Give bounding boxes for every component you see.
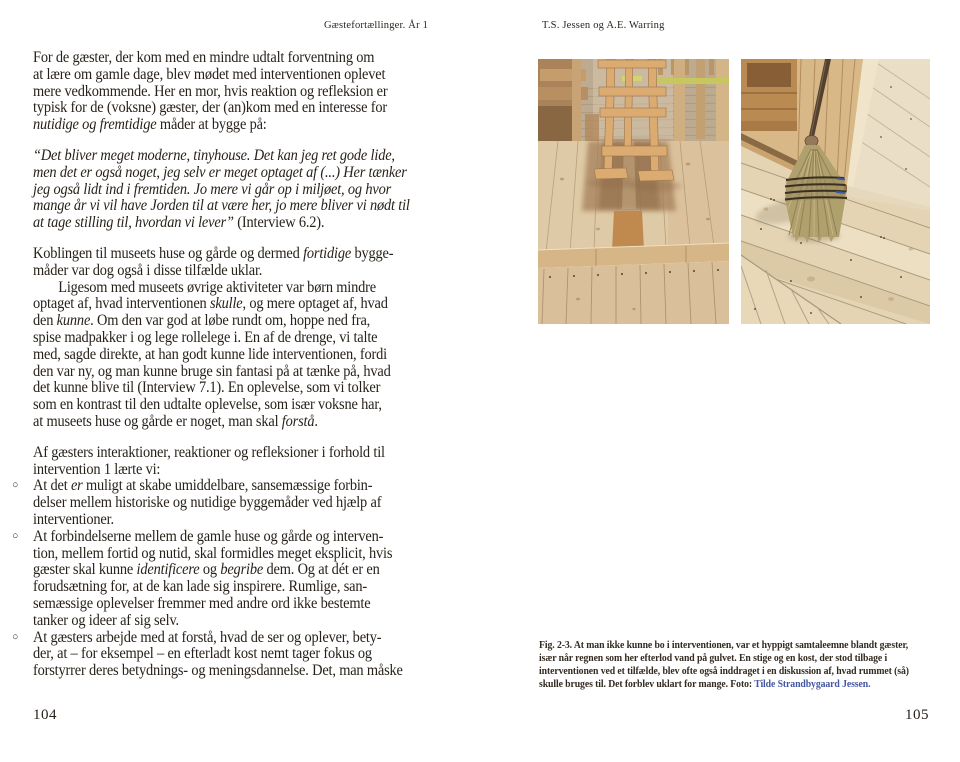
photo-broom	[741, 59, 930, 324]
bullet-marker: ○	[12, 479, 19, 492]
text-line: den kunne. Om den var god at løbe rundt om, hoppe ned fra,	[33, 312, 371, 330]
paragraph	[33, 148, 501, 232]
text-line: gæster skal kunne identificere og begribe dem. Og at dét er en	[33, 561, 380, 579]
text-line: tanker og ideer af sig selv.	[33, 611, 179, 629]
paragraph	[33, 50, 501, 134]
text-line: forstyrrer deres betydnings- og meningsdannelse. Det, man måske	[33, 662, 403, 680]
text-line: det kunne blive til (Interview 7.1). En oplevelse, som vi tolker	[33, 379, 381, 397]
text-line: mere vedkommende. Her en mor, hvis reaktion og refleksion er	[33, 82, 388, 100]
bullet-marker: ○	[12, 529, 19, 542]
text-line: At forbindelserne mellem de gamle huse og gårde og interven-	[33, 527, 384, 545]
text-line: At det er muligt at skabe umiddelbare, sansemæssige forbin-	[33, 477, 373, 495]
text-line: den var ny, og man kunne bruge sin fantasi på at tænke på, hvad	[33, 362, 391, 380]
text-line: semæssige oplevelser fremmer med andre ord ikke bestemte	[33, 594, 371, 612]
text-line: typisk for de (voksne) gæster, der (an)kom med en interesse for	[33, 99, 387, 117]
caption-line: især når regnen som her efterlod vand på gulvet. En stige og en kost, der stod tilbage i	[539, 653, 888, 664]
running-head-right: T.S. Jessen og A.E. Warring	[542, 20, 665, 31]
bullet-item	[12, 477, 501, 528]
text-line: delser mellem historiske og nutidige byggemåder ved hjælp af	[33, 494, 382, 512]
paragraph	[33, 246, 501, 280]
text-line: at lære om gamle dage, blev mødet med interventionen oplevet	[33, 65, 386, 83]
text-line: Koblingen til museets huse og gårde og dermed fortidige bygge-	[33, 244, 394, 262]
text-line: men det er også noget, jeg selv er meget optaget af (...) Her tænker	[33, 163, 407, 181]
text-line: For de gæster, der kom med en mindre udtalt forventning om	[33, 49, 375, 66]
text-line: forudsætning for, at de kan lade sig inspirere. Rumlige, san-	[33, 578, 367, 596]
text-line: “Det bliver meget moderne, tinyhouse. Det kan jeg ret gode lide,	[33, 146, 395, 164]
running-head-left: Gæstefortællinger. År 1	[324, 20, 429, 31]
text-line: spise madpakker i og lege rollelege i. En af de drenge, vi talte	[33, 328, 378, 346]
text-line: optaget af, hvad interventionen skulle, og mere optaget af, hvad	[33, 295, 388, 313]
page-number-left: 104	[33, 707, 57, 723]
caption-line: Fig. 2-3. At man ikke kunne bo i interventionen, var et hyppigt samtaleemne blandt gæster,	[539, 640, 909, 651]
bullet-item	[12, 628, 501, 680]
text-line: interventioner.	[33, 510, 114, 528]
text-line: tion, mellem fortid og nutid, skal formidles meget eksplicit, hvis	[33, 544, 393, 562]
text-line: mange år vi vil have Jorden til at være her, jo mere bliver vi nødt til	[33, 197, 410, 215]
bullet-marker: ○	[12, 630, 19, 643]
figure-left-photo	[538, 59, 729, 324]
text-line: der, at – for eksempel – en efterladt kost nemt tager fokus og	[33, 645, 372, 663]
figure-right-photo	[741, 59, 930, 324]
caption-line: interventionen ved et tilfælde, blev ofte også inddraget i en diskussion af, hvad rummet (så)	[539, 666, 909, 677]
caption-line: skulle bruges til. Det forblev uklart for mange. Foto: Tilde Strandbygaard Jessen.	[539, 679, 871, 690]
text-line: Ligesom med museets øvrige aktiviteter var børn mindre	[58, 278, 376, 296]
plank-floor	[538, 141, 729, 324]
text-line: Af gæsters interaktioner, reaktioner og refleksioner i forhold til	[33, 443, 385, 461]
body-text	[12, 49, 501, 680]
page-number-right: 105	[905, 707, 929, 723]
text-line: med, sagde direkte, at han godt kunne lide interventionen, fordi	[33, 345, 387, 363]
text-line: som en kontrast til den udtalte oplevelse, som især voksne har,	[33, 396, 382, 414]
bullet-item	[12, 527, 501, 630]
text-line: jeg også lidt ind i fremtiden. Jo mere vi går op i miljøet, og hvor	[33, 180, 392, 198]
text-line: At gæsters arbejde med at forstå, hvad de ser og oplever, bety-	[33, 628, 382, 646]
photo-easel-structure	[538, 59, 729, 324]
text-line: måder var dog også i disse tilfælde uklar.	[33, 261, 263, 279]
paragraph	[33, 445, 501, 479]
paragraph	[33, 280, 501, 431]
text-line: at museets huse og gårde er noget, man skal forstå.	[33, 412, 318, 430]
text-line: at tage stilling til, hvordan vi lever” (Interview 6.2).	[33, 214, 325, 232]
text-line: intervention 1 lærte vi:	[33, 460, 161, 478]
figure-caption	[539, 639, 909, 691]
text-line: nutidige og fremtidige måder at bygge på:	[33, 116, 267, 134]
photographer-credit-link[interactable]: Tilde Strandbygaard Jessen.	[754, 679, 871, 690]
